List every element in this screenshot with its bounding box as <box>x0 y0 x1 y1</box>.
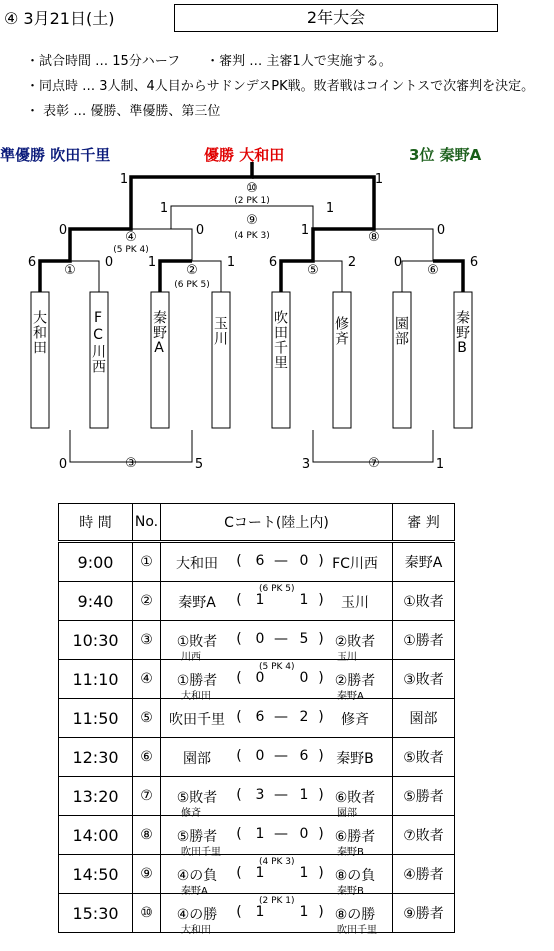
team-a: ①敗者 <box>176 634 218 650</box>
row-referee: ⑤勝者 <box>393 777 455 816</box>
row-referee: ⑤敗者 <box>393 738 455 777</box>
team-a-detail: 秦野A <box>181 886 208 897</box>
row-match-no: ⑨ <box>133 855 161 894</box>
score-m9-right: 1 <box>325 201 335 216</box>
rule-awards: ・ 表彰 … 優勝、準優勝、第三位 <box>26 104 221 119</box>
row-time: 13:20 <box>59 777 133 816</box>
team-a: 園部 <box>183 751 211 767</box>
team-a: ⑤勝者 <box>176 829 218 845</box>
row-time: 14:50 <box>59 855 133 894</box>
match-num-9: ⑨ <box>246 213 258 228</box>
pk-result: (4 PK 3) <box>259 857 295 867</box>
table-row <box>59 738 455 777</box>
score-b: 0 <box>299 826 309 842</box>
score-m4-left: 0 <box>58 223 68 238</box>
table-header-row <box>59 504 455 542</box>
paren-close: ) <box>318 670 324 686</box>
paren-close: ) <box>318 592 324 608</box>
row-match <box>161 542 393 582</box>
score-r1-team2: 0 <box>104 255 114 270</box>
team-name: 大和田 <box>31 310 47 355</box>
team-name: 秦野B <box>454 310 470 357</box>
paren-open: ( <box>236 748 242 764</box>
table-row <box>59 621 455 660</box>
table-row <box>59 816 455 855</box>
team-name: FC川西 <box>90 310 106 374</box>
paren-open: ( <box>236 787 242 803</box>
paren-open: ( <box>236 709 242 725</box>
score-b: 2 <box>299 709 309 725</box>
team-b: 修斉 <box>341 712 369 728</box>
score-r1-team1: 6 <box>27 255 37 270</box>
row-time: 9:00 <box>59 542 133 582</box>
score-m8-right: 0 <box>436 223 446 238</box>
paren-open: ( <box>236 904 242 920</box>
team-box <box>393 292 411 428</box>
score-a: 0 <box>255 748 265 764</box>
row-referee: ④勝者 <box>393 855 455 894</box>
row-time: 9:40 <box>59 582 133 621</box>
team-a: 吹田千里 <box>169 712 225 728</box>
score-a: 1 <box>255 592 265 608</box>
row-match-no: ② <box>133 582 161 621</box>
table-row <box>59 855 455 894</box>
score-a: 6 <box>255 709 265 725</box>
row-referee: 秦野A <box>393 542 455 582</box>
rule-tiebreak: ・同点時 … 3人制、4人目からサドンデスPK戦。敗者戦はコイントスで次審判を決定。 <box>26 79 535 94</box>
paren-close: ) <box>318 904 324 920</box>
paren-close: ) <box>318 865 324 881</box>
pk-note-m4: (5 PK 4) <box>113 245 149 255</box>
team-b: ②勝者 <box>334 673 376 689</box>
score-a: 1 <box>255 865 265 881</box>
match-num-3: ③ <box>125 456 137 471</box>
paren-close: ) <box>318 631 324 647</box>
row-referee: ③敗者 <box>393 660 455 699</box>
match-num-6: ⑥ <box>427 263 439 278</box>
row-time: 11:10 <box>59 660 133 699</box>
row-match <box>161 894 393 936</box>
row-referee: ⑦敗者 <box>393 816 455 855</box>
event-date: ④ 3月21日(土) <box>4 9 115 28</box>
table-row <box>59 699 455 738</box>
score-b: 1 <box>299 904 309 920</box>
score-separator: — <box>274 553 288 569</box>
team-b: ⑧の負 <box>334 868 376 884</box>
score-b: 5 <box>299 631 309 647</box>
result-third-place: 3位 秦野A <box>409 146 482 164</box>
team-b-detail: 吹田千里 <box>337 925 377 936</box>
score-m3-left: 0 <box>58 457 68 472</box>
row-match-no: ⑤ <box>133 699 161 738</box>
match-num-10: ⑩ <box>246 181 258 196</box>
paren-close: ) <box>318 748 324 764</box>
result-champion: 優勝 大和田 <box>204 146 285 164</box>
score-a: 0 <box>255 670 265 686</box>
match-num-4: ④ <box>125 230 137 245</box>
row-match <box>161 582 393 621</box>
team-a: ①勝者 <box>176 673 218 689</box>
team-a: ④の勝 <box>176 907 218 923</box>
team-b-detail: 秦野A <box>337 691 364 702</box>
score-b: 0 <box>299 553 309 569</box>
pk-result: (6 PK 5) <box>259 584 295 594</box>
row-match <box>161 621 393 663</box>
row-time: 10:30 <box>59 621 133 660</box>
score-a: 0 <box>255 631 265 647</box>
score-m9-left: 1 <box>159 201 169 216</box>
row-match <box>161 699 393 738</box>
row-referee: ⑨勝者 <box>393 894 455 933</box>
row-time: 11:50 <box>59 699 133 738</box>
score-r1-team8: 6 <box>469 255 479 270</box>
team-box <box>212 292 230 428</box>
paren-open: ( <box>236 865 242 881</box>
team-a-detail: 大和田 <box>181 691 211 702</box>
result-runner-up: 準優勝 吹田千里 <box>0 146 111 164</box>
team-a: 大和田 <box>176 556 218 572</box>
score-b: 1 <box>299 592 309 608</box>
team-name: 園部 <box>393 316 409 346</box>
team-b: ②敗者 <box>334 634 376 650</box>
rule-match-time: ・試合時間 … 15分ハーフ ・審判 … 主審1人で実施する。 <box>26 54 392 69</box>
score-b: 0 <box>299 670 309 686</box>
score-r1-team5: 6 <box>268 255 278 270</box>
score-r1-team3: 1 <box>147 255 157 270</box>
team-a-detail: 大和田 <box>181 925 211 936</box>
paren-open: ( <box>236 553 242 569</box>
score-separator: — <box>274 826 288 842</box>
pk-note-m10: (2 PK 1) <box>234 196 270 206</box>
score-b: 1 <box>299 865 309 881</box>
team-name: 修斉 <box>333 316 349 346</box>
score-a: 1 <box>255 904 265 920</box>
paren-open: ( <box>236 592 242 608</box>
score-separator: — <box>274 748 288 764</box>
header-no: No. <box>133 504 161 542</box>
team-b: ⑧の勝 <box>334 907 376 923</box>
table-row <box>59 582 455 621</box>
table-row <box>59 542 455 582</box>
row-match-no: ⑥ <box>133 738 161 777</box>
score-m7-left: 3 <box>301 457 311 472</box>
team-a-detail: 川西 <box>181 652 201 663</box>
row-time: 14:00 <box>59 816 133 855</box>
row-referee: ①勝者 <box>393 621 455 660</box>
row-referee: 園部 <box>393 699 455 738</box>
score-m7-right: 1 <box>435 457 445 472</box>
score-m4-right: 0 <box>195 223 205 238</box>
pk-result: (5 PK 4) <box>259 662 295 672</box>
team-b: FC川西 <box>332 556 378 572</box>
row-match-no: ④ <box>133 660 161 699</box>
paren-open: ( <box>236 631 242 647</box>
page-title: 2年大会 <box>174 4 498 32</box>
table-row <box>59 894 455 933</box>
score-a: 6 <box>255 553 265 569</box>
score-m8-left: 1 <box>300 223 310 238</box>
score-a: 3 <box>255 787 265 803</box>
match-num-1: ① <box>64 263 76 278</box>
paren-close: ) <box>318 709 324 725</box>
team-b: ⑥勝者 <box>334 829 376 845</box>
team-b-detail: 秦野B <box>337 886 364 897</box>
match-num-2: ② <box>186 263 198 278</box>
row-match <box>161 660 393 702</box>
team-b: ⑥敗者 <box>334 790 376 806</box>
match-num-8: ⑧ <box>368 230 380 245</box>
team-a: ⑤敗者 <box>176 790 218 806</box>
row-match <box>161 777 393 819</box>
score-separator: — <box>274 631 288 647</box>
score-m10-right: 1 <box>374 172 384 187</box>
score-b: 6 <box>299 748 309 764</box>
row-match-no: ③ <box>133 621 161 660</box>
paren-close: ) <box>318 826 324 842</box>
team-name: 秦野A <box>151 310 167 357</box>
pk-note-m9: (4 PK 3) <box>234 231 270 241</box>
score-r1-team7: 0 <box>393 255 403 270</box>
paren-open: ( <box>236 826 242 842</box>
score-separator: — <box>274 709 288 725</box>
score-r1-team6: 2 <box>347 255 357 270</box>
team-name: 玉川 <box>212 316 228 346</box>
table-row <box>59 777 455 816</box>
row-time: 15:30 <box>59 894 133 933</box>
row-time: 12:30 <box>59 738 133 777</box>
score-r1-team4: 1 <box>226 255 236 270</box>
row-match-no: ⑩ <box>133 894 161 933</box>
score-m3-right: 5 <box>194 457 204 472</box>
paren-close: ) <box>318 553 324 569</box>
row-match <box>161 855 393 897</box>
header-court: Cコート(陸上内) <box>161 504 393 542</box>
team-a: ④の負 <box>176 868 218 884</box>
team-name: 吹田千里 <box>272 310 288 370</box>
row-match-no: ⑦ <box>133 777 161 816</box>
header-time: 時 間 <box>59 504 133 542</box>
pk-result: (2 PK 1) <box>259 896 295 906</box>
team-b-detail: 玉川 <box>337 652 357 663</box>
team-a-detail: 修斉 <box>181 808 201 819</box>
score-b: 1 <box>299 787 309 803</box>
table-row <box>59 660 455 699</box>
match-num-7: ⑦ <box>368 456 380 471</box>
score-a: 1 <box>255 826 265 842</box>
team-b-detail: 秦野B <box>337 847 364 858</box>
team-box <box>333 292 351 428</box>
paren-open: ( <box>236 670 242 686</box>
row-match <box>161 738 393 777</box>
row-match-no: ⑧ <box>133 816 161 855</box>
team-a: 秦野A <box>178 595 216 611</box>
match-num-5: ⑤ <box>307 263 319 278</box>
team-b: 玉川 <box>341 595 369 611</box>
score-separator: — <box>274 787 288 803</box>
row-match <box>161 816 393 858</box>
team-b-detail: 園部 <box>337 808 357 819</box>
schedule-table <box>58 503 455 936</box>
row-referee: ①敗者 <box>393 582 455 621</box>
score-m10-left: 1 <box>119 172 129 187</box>
header-referee: 審 判 <box>393 504 455 542</box>
team-a-detail: 吹田千里 <box>181 847 221 858</box>
row-match-no: ① <box>133 542 161 582</box>
paren-close: ) <box>318 787 324 803</box>
pk-note-m2: (6 PK 5) <box>174 280 210 290</box>
team-b: 秦野B <box>336 751 374 767</box>
